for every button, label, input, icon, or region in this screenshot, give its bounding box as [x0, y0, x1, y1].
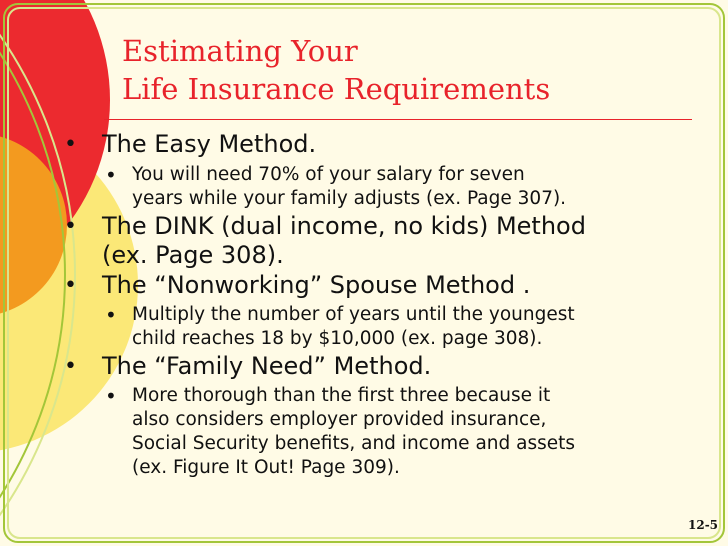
sub-bullet-marker-icon: • — [105, 384, 117, 408]
bullet-dink-method — [64, 212, 704, 270]
sub-bullet-text — [132, 384, 704, 480]
bullet-nonworking-spouse-method — [64, 271, 704, 300]
bullet-marker-icon: • — [64, 354, 77, 379]
bullet-line: (ex. Page 308). — [102, 241, 284, 269]
bullet-text — [102, 352, 704, 381]
page-number: 12-5 — [688, 518, 719, 532]
bullet-line: Social Security benefits, and income and assets — [132, 433, 576, 454]
bullet-line: The Easy Method. — [102, 130, 317, 158]
sub-bullet-text — [132, 303, 704, 351]
title-line-1: Estimating Your — [122, 34, 358, 68]
bullet-line: also considers employer provided insurance, — [132, 409, 547, 430]
bullet-line: child reaches 18 by $10,000 (ex. page 308). — [132, 328, 543, 349]
sub-bullet-multiply-years — [64, 303, 704, 351]
bullet-line: You will need 70% of your salary for seven — [132, 164, 525, 185]
title-divider — [104, 119, 692, 120]
bullet-list — [64, 130, 704, 480]
bullet-line: More thorough than the first three because it — [132, 385, 551, 406]
slide-title — [122, 32, 550, 108]
bullet-line: The DINK (dual income, no kids) Method — [102, 212, 586, 240]
sub-bullet-more-thorough — [64, 384, 704, 480]
bullet-line: The “Family Need” Method. — [102, 352, 432, 380]
bullet-easy-method — [64, 130, 704, 159]
title-line-2: Life Insurance Requirements — [122, 72, 551, 106]
bullet-line: (ex. Figure It Out! Page 309). — [132, 457, 400, 478]
bullet-line: The “Nonworking” Spouse Method . — [102, 271, 531, 299]
bullet-text — [102, 271, 704, 300]
bullet-text — [102, 130, 704, 159]
bullet-family-need-method — [64, 352, 704, 381]
bullet-text — [102, 212, 704, 270]
bullet-marker-icon: • — [64, 273, 77, 298]
sub-bullet-text — [132, 163, 704, 211]
sub-bullet-70-percent — [64, 163, 704, 211]
bullet-line: Multiply the number of years until the youngest — [132, 304, 575, 325]
sub-bullet-marker-icon: • — [105, 163, 117, 187]
bullet-marker-icon: • — [64, 132, 77, 157]
bullet-line: years while your family adjusts (ex. Page 307). — [132, 188, 567, 209]
sub-bullet-marker-icon: • — [105, 303, 117, 327]
bullet-marker-icon: • — [64, 214, 77, 239]
